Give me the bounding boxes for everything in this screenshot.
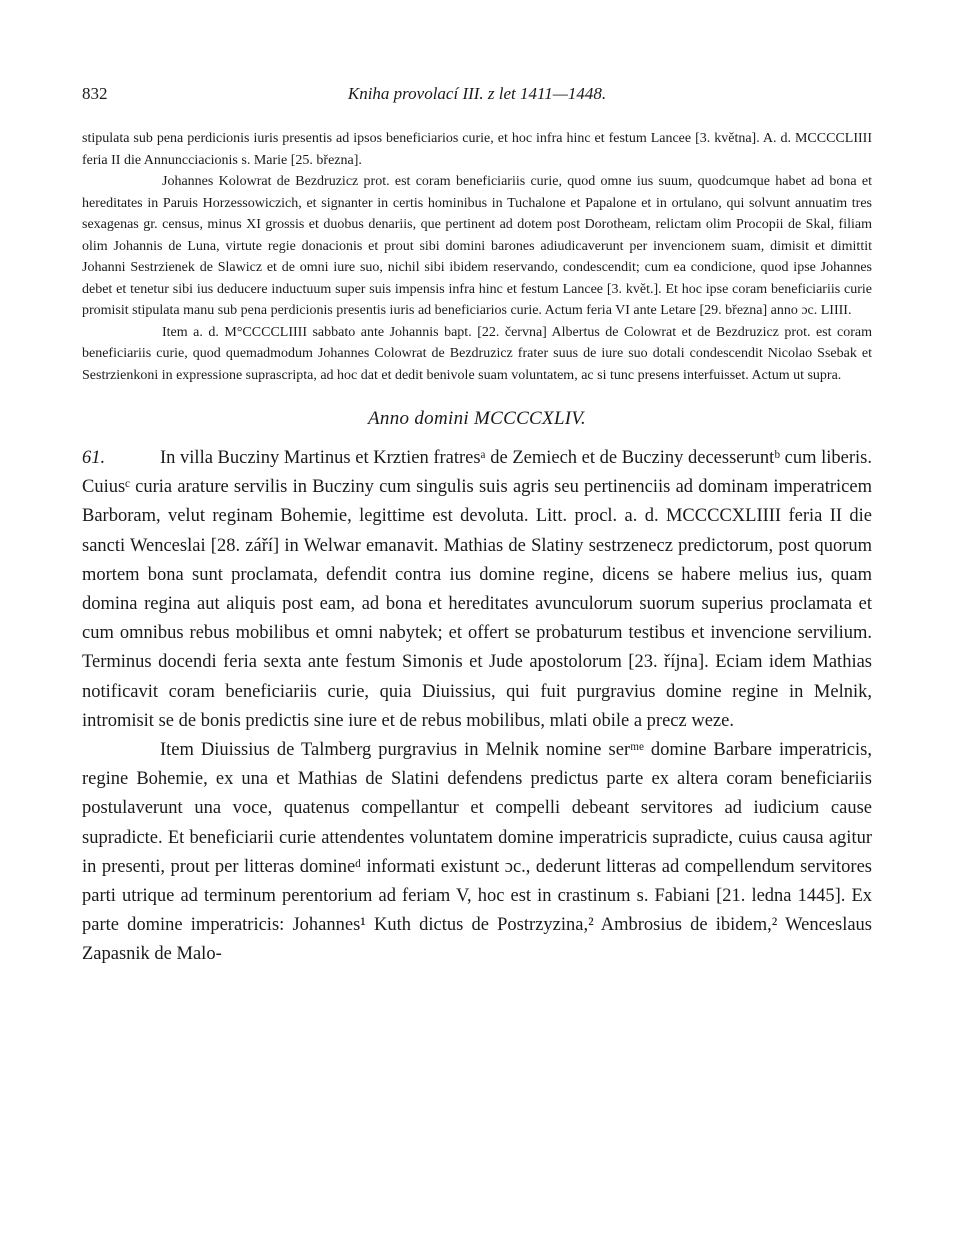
small-print-block <box>82 128 872 386</box>
running-title: Kniha provolací III. z let 1411—1448. <box>347 84 607 103</box>
page-number: 832 <box>82 84 108 103</box>
small-paragraph: Item a. d. M°CCCCLIIII sabbato ante Johannis bapt. [22. června] Albertus de Colowrat et de Bezdruzicz prot. est coram beneficiariis curie, quod quemadmodum Johannes Colowrat de Bezdruzicz frater suus de iure suo dotali condescendit Nicolao Ssebak et Sestrzienkoni in expressione suprascripta, ad hoc dat et dedit benivole suam voluntatem, ac si tunc presens interfuisset. Actum ut supra. <box>82 324 872 383</box>
small-paragraph: Johannes Kolowrat de Bezdruzicz prot. est coram beneficiariis curie, quod omne ius suum, quodcumque habet ad bona et hereditates in Paruis Horzessowiczich, et signanter in certis hominibus in Tuchalone et Papalone et in ortulano, qui solvunt annuatim tres sexagenas gr. census, minus XI grossis et duobus denariis, que pertinent ad dotem post Dorotheam, relictam olim Procopii de Skal, filiam olim Johannis de Luna, virtute regie donacionis et prout sibi domini barones adiudicaverunt per invencionem suam, dimisit et dimittit Johanni Sestrzienek de Slawicz et de omni iure suo, nichil sibi ibidem reservando, condescendit; cum ea condicione, quod ipse Johannes debet et tenetur sibi ius deducere inductuum super suis impensis infra hinc et festum Lancee [3. květ.]. Et hoc ipse coram beneficiariis curie promisit stipulata manu sub pena perdicionis presentis iuris ad beneficiarios curie. Actum feria VI ante Letare [29. března] anno ɔc. LIIII. <box>82 174 872 318</box>
entry-number: 61. <box>82 448 106 468</box>
entry-paragraph <box>82 444 872 736</box>
small-paragraph: stipulata sub pena perdicionis iuris presentis ad ipsos beneficiarios curie, et hoc infra hinc et festum Lancee [3. května]. A. d. MCCCCLIIII feria II die Annuncciacionis s. Marie [25. března]. <box>82 131 872 168</box>
document-page <box>82 84 872 970</box>
section-heading: Anno domini MCCCCXLIV. <box>368 408 586 429</box>
entry-paragraph: Item Diuissius de Talmberg purgravius in Melnik nomine serᵐᵉ domine Barbare imperatricis, regine Bohemie, ex una et Mathias de Slatini defendens predictus parte ex altera coram beneficiariis postulaverunt una voce, quatenus compellantur et compelli debeant servitores ad iudicium cause supradicte. Et beneficiarii curie attendentes voluntatem domine imperatricis supradicte, cuius causa agitur in presenti, prout per litteras domineᵈ informati existunt ɔc., dederunt litteras ad compellendum servitores parti utrique ad terminum perentorium ad feriam V, hoc est in crastinum s. Fabiani [21. ledna 1445]. Ex parte domine imperatricis: Johannes¹ Kuth dictus de Postrzyzina,² Ambrosius de ibidem,² Wenceslaus Zapasnik de Malo- <box>82 740 872 965</box>
entry-block <box>82 444 872 970</box>
entry-text: In villa Bucziny Martinus et Krztien fratresᵃ de Zemiech et de Bucziny decesseruntᵇ cum liberis. Cuiusᶜ curia arature servilis in Bucziny cum singulis suis agris seu pertinenciis ad dominam imperatricem Barboram, velut reginam Bohemie, legittime est devoluta. Litt. procl. a. d. MCCCCXLIIII feria II die sancti Wenceslai [28. září] in Welwar emanavit. Mathias de Slatiny sestrzenecz predictorum, post quorum mortem bona sunt proclamata, defendit contra ius domine regine, dicens se habere melius ius, quam domina regina aut aliquis post eam, ad bona et hereditates avunculorum suorum superius proclamata et cum omnibus rebus mobilibus et omni nabytek; et offert se probaturum testibus et invencione servilium. Terminus docendi feria sexta ante festum Simonis et Jude apostolorum [23. října]. Eciam idem Mathias notificavit coram beneficiariis curie, quia Diuissius, qui fuit purgravius domine regine in Melnik, intromisit se de bonis predictis sine iure et de rebus mobilibus, mlati obile a precz weze. <box>82 448 872 731</box>
page-header <box>82 84 872 114</box>
